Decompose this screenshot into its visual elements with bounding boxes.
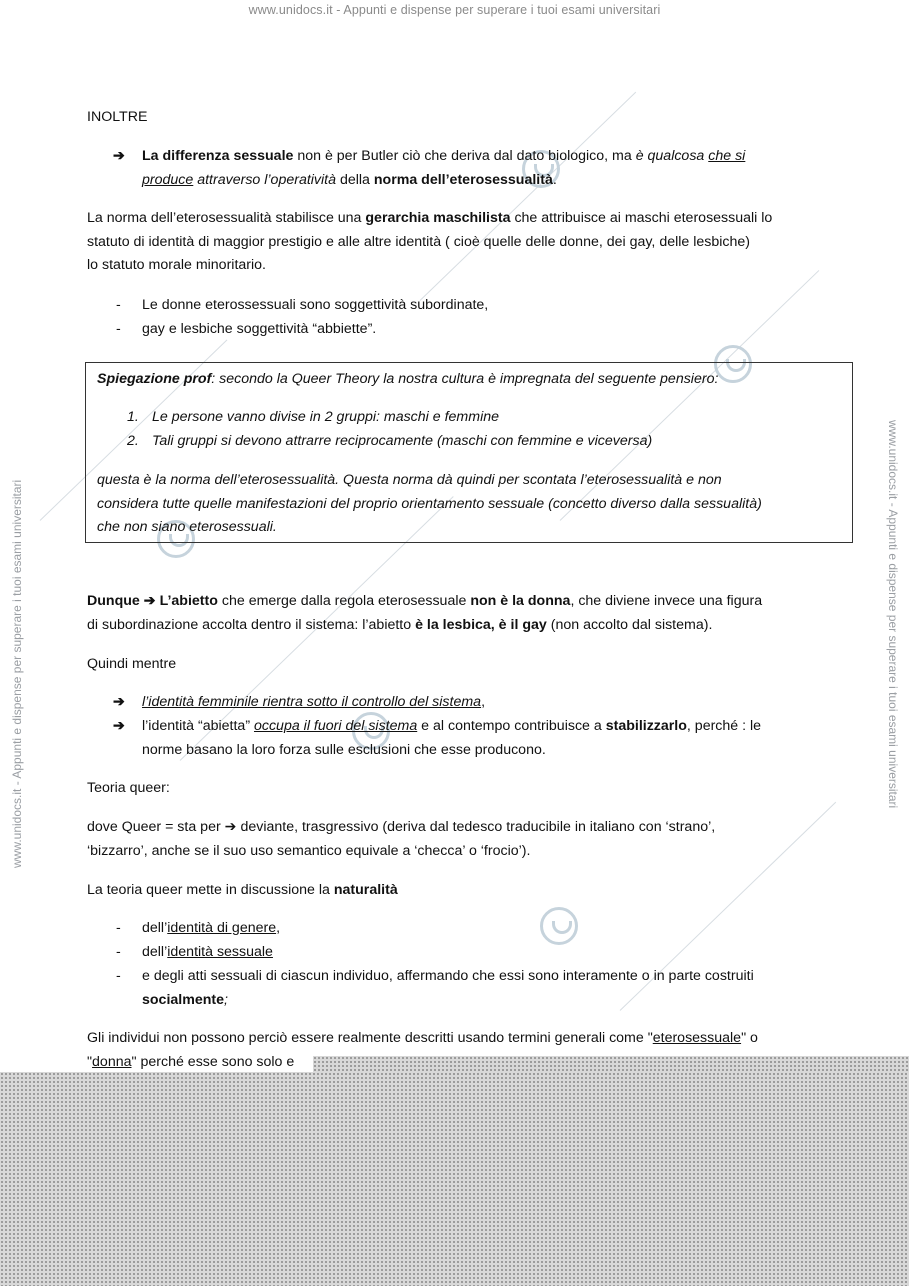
paragraph-dunque: Dunque ➔ L’abietto che emerge dalla regola eterosessuale non è la donna, che diviene invece una figura di subordinazione accolta dentro il sistema: l’abietto è la lesbica, è il gay (non accolto dal sistema). [87,593,763,633]
arrow-icon: ➔ [113,694,125,710]
paragraph-individui: Gli individui non possono perciò essere realmente descritti usando termini generali come "eterosessuale" o "donna" perché esse sono solo e [87,1030,758,1070]
preview-mask [313,1056,909,1072]
explanation-box: Spiegazione prof: secondo la Queer Theory la nostra cultura è impregnata del seguente pensiero: 1. Le persone vanno divise in 2 gruppi: maschi e femmine 2. Tali gruppi si devono attrarre reciprocamente (maschi con femmine e viceversa) questa è la norma dell’eterosessualità. Questa norma dà quindi per scontata l’eterosessualità e non considera tutte quelle manifestazioni del proprio orientamento sessuale (concetto diverso dalla sessualità) che non siano eterosessuali. [85,362,853,543]
arrow-icon: ➔ [113,718,125,734]
watermark-header: www.unidocs.it - Appunti e dispense per superare i tuoi esami universitari [248,3,661,17]
heading-inoltre: INOLTRE [87,109,148,125]
arrow-icon: ➔ [113,148,125,164]
paragraph-naturalita: La teoria queer mette in discussione la naturalità [87,882,398,898]
arrow-item-text: La differenza sessuale non è per Butler ciò che deriva dal dato biologico, ma è qualcosa che si produce attraverso l’operatività della norma dell’eterosessualità. [142,148,746,188]
paragraph-quindi: Quindi mentre [87,656,177,672]
paragraph-norma: La norma dell’eterosessualità stabilisce una gerarchia maschilista che attribuisce ai maschi eterosessuali lo statuto di identità di maggior prestigio e alle altre identità ( cioè quelle delle donne, dei gay, delle lesbiche) lo statuto morale minoritario. [87,210,773,273]
watermark-left: www.unidocs.it - Appunti e dispense per superare i tuoi esami universitari [10,479,24,868]
paragraph-teoria-queer: Teoria queer: [87,780,170,796]
paragraph-dove-queer: dove Queer = sta per ➔ deviante, trasgressivo (deriva dal tedesco traducibile in italiano con ‘strano’, ‘bizzarro’, anche se il suo uso semantico equivale a ‘checca’ o ‘frocio’). [87,819,716,859]
box-outro: questa è la norma dell’eterosessualità. Questa norma dà quindi per scontata l’eterosessualità e non considera tutte quelle manifestazioni del proprio orientamento sessuale (concetto diverso dalla sessualità) che non siano eterosessuali. [97,472,762,535]
preview-mask [0,1072,909,1286]
box-intro: Spiegazione prof: secondo la Queer Theory la nostra cultura è impregnata del seguente pensiero: [97,371,719,387]
watermark-right: www.unidocs.it - Appunti e dispense per superare i tuoi esami universitari [886,420,900,809]
